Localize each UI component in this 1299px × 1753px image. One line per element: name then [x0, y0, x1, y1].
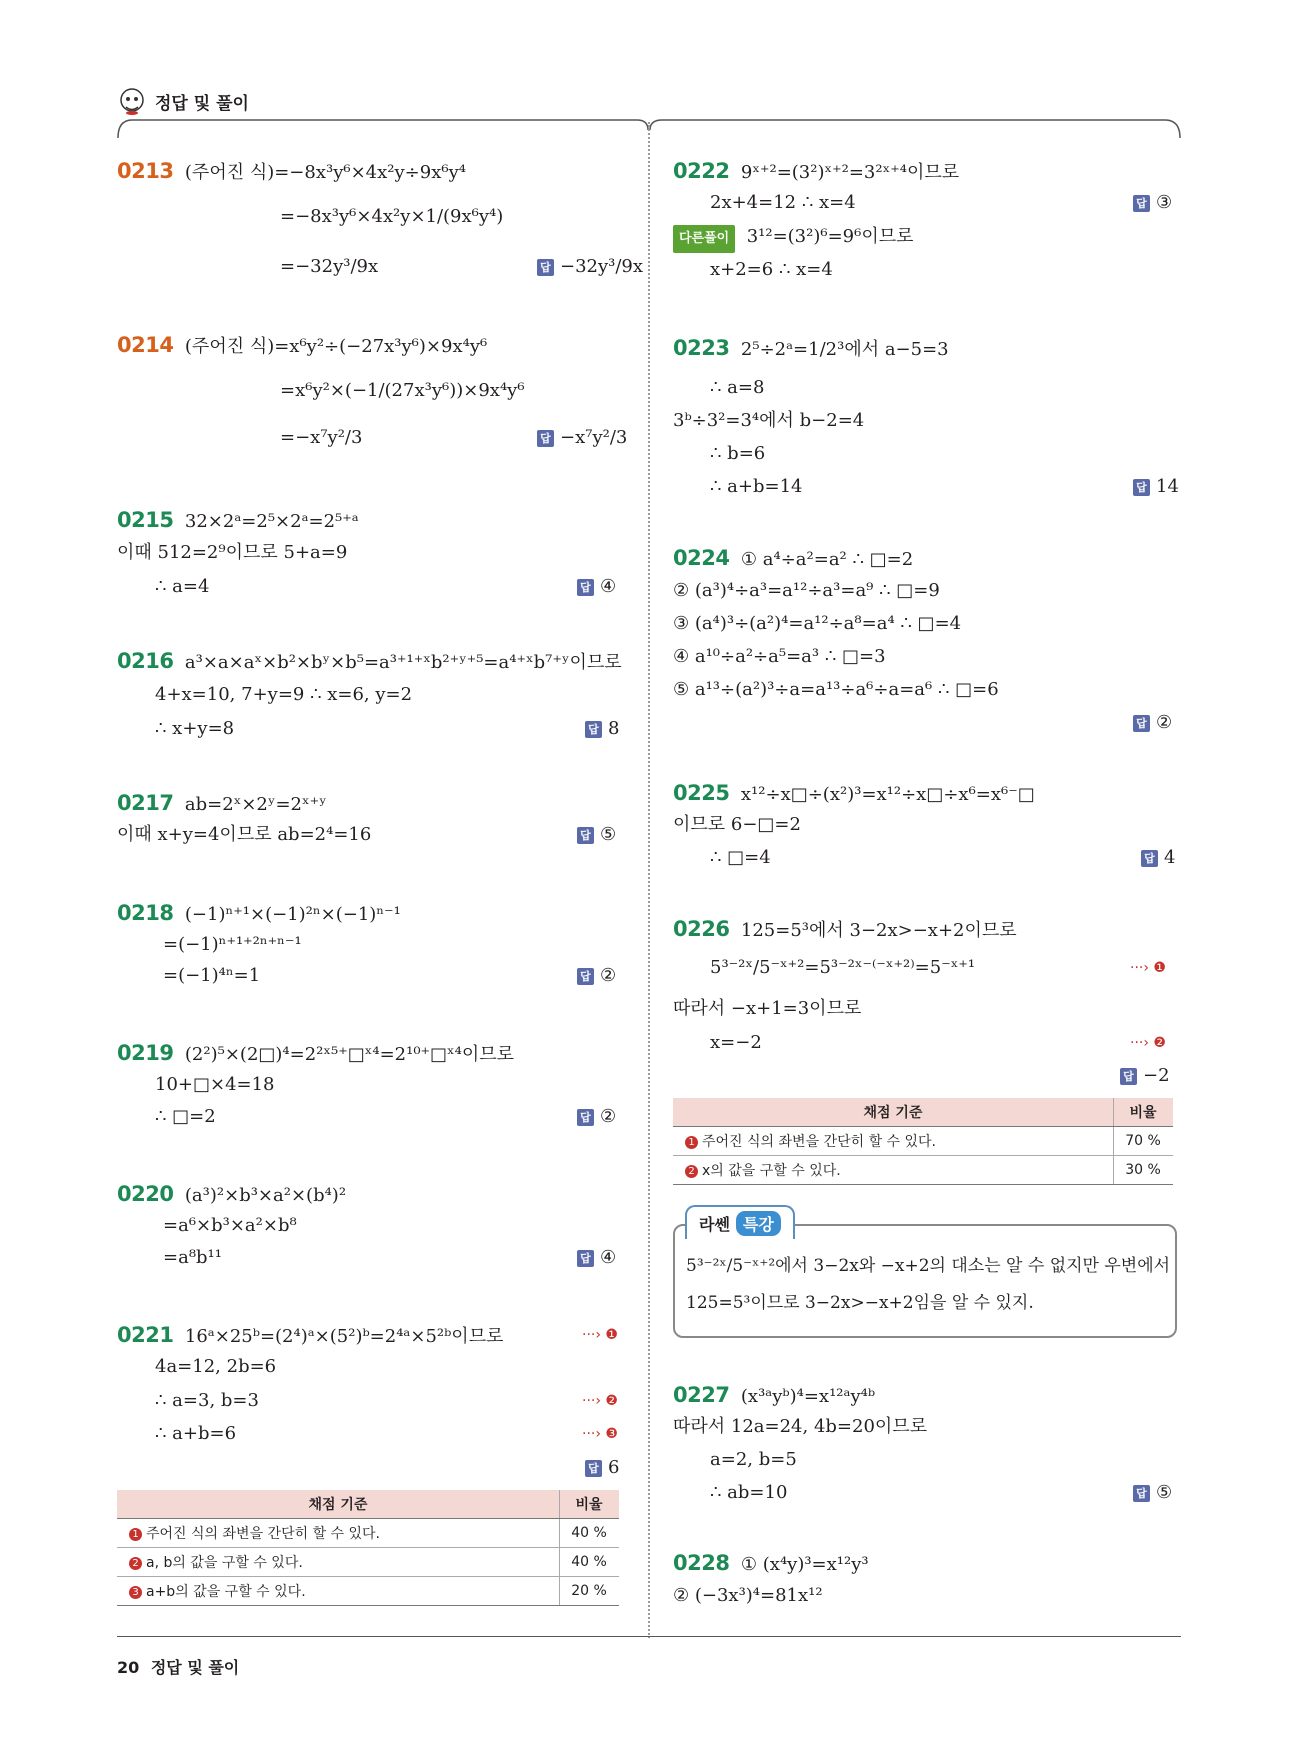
answer [537, 254, 643, 280]
problem-number: 0221 [117, 1323, 174, 1347]
problem-0215 [117, 507, 359, 535]
solution-line: =x⁶y²×(−1/(27x³y⁶))×9x⁴y⁶ [280, 380, 525, 401]
tip-box [673, 1224, 1177, 1338]
answer-value: 6 [608, 1457, 620, 1478]
answer [1133, 1480, 1172, 1506]
problem-number: 0216 [117, 649, 174, 673]
table-header: 비율 [560, 1490, 620, 1519]
step-number-icon: 1 [685, 1136, 698, 1149]
answer [585, 1455, 619, 1481]
solution-line: (−1)ⁿ⁺¹×(−1)²ⁿ×(−1)ⁿ⁻¹ [184, 904, 401, 925]
problem-number: 0215 [117, 508, 174, 532]
answer-icon: 답 [1133, 715, 1150, 732]
answer [1133, 710, 1172, 736]
solution-line: 16ᵃ×25ᵇ=(2⁴)ᵃ×(5²)ᵇ=2⁴ᵃ×5²ᵇ이므로 [184, 1326, 504, 1347]
solution-line: 3ᵇ÷3²=3⁴에서 b−2=4 [673, 410, 865, 431]
problem-0218 [117, 900, 401, 928]
problem-0217 [117, 790, 327, 818]
answer-value: ② [600, 965, 617, 986]
table-row: 1 주어진 식의 좌변을 간단히 할 수 있다. [673, 1127, 1114, 1156]
problem-number: 0225 [673, 781, 730, 805]
solution-line: 3¹²=(3²)⁶=9⁶이므로 [746, 226, 914, 247]
mascot-icon [117, 86, 147, 116]
solution-line: ④ a¹⁰÷a²÷a⁵=a³ ∴ □=3 [673, 646, 886, 667]
tip-tab [685, 1205, 795, 1239]
alt-solution-tag: 다른풀이 [673, 225, 735, 253]
problem-0216 [117, 648, 622, 676]
tip-line: 5³⁻²ˣ/5⁻ˣ⁺²에서 3−2x와 −x+2의 대소는 알 수 없지만 우변에서 [686, 1256, 1171, 1276]
solution-line: (주어진 식)=x⁶y²÷(−27x³y⁶)×9x⁴y⁶ [184, 336, 488, 357]
step-marker: ···› ❶ [582, 1327, 618, 1343]
solution-line: 10+□×4=18 [155, 1074, 275, 1095]
table-row: 3 a+b의 값을 구할 수 있다. [117, 1577, 560, 1606]
problem-number: 0213 [117, 159, 174, 183]
solution-line: 125=5³에서 3−2x>−x+2이므로 [740, 920, 1017, 941]
step-marker: ···› ❷ [1130, 1035, 1166, 1051]
solution-line: 2x+4=12 ∴ x=4 [710, 192, 856, 213]
solution-line: =−8x³y⁶×4x²y×1/(9x⁶y⁴) [280, 206, 504, 227]
answer [537, 425, 627, 451]
answer-icon: 답 [577, 1250, 594, 1267]
solution-line: 32×2ᵃ=2⁵×2ᵃ=2⁵⁺ᵃ [184, 511, 359, 532]
problem-number: 0222 [673, 159, 730, 183]
problem-0223 [673, 335, 949, 363]
grading-table [117, 1490, 619, 1606]
solution-line: =(−1)ⁿ⁺¹⁺²ⁿ⁺ⁿ⁻¹ [163, 934, 302, 955]
problem-0222 [673, 158, 959, 186]
answer-value: ⑤ [600, 824, 617, 845]
solution-line: =a⁸b¹¹ [163, 1247, 222, 1268]
table-header: 채점 기준 [673, 1098, 1114, 1127]
problem-0226 [673, 916, 1017, 944]
problem-number: 0214 [117, 333, 174, 357]
table-row: 1 주어진 식의 좌변을 간단히 할 수 있다. [117, 1519, 560, 1548]
answer-icon: 답 [577, 579, 594, 596]
answer-icon: 답 [585, 721, 602, 738]
tip-badge: 특강 [736, 1211, 781, 1236]
answer-value: ② [1156, 712, 1173, 733]
answer [577, 1104, 616, 1130]
problem-0219 [117, 1040, 514, 1068]
answer [1133, 190, 1172, 216]
answer-value: 14 [1156, 476, 1179, 497]
answer-value: −2 [1143, 1065, 1170, 1086]
solution-line: ab=2ˣ×2ʸ=2ˣ⁺ʸ [184, 794, 327, 815]
answer-icon: 답 [585, 1460, 602, 1477]
answer-value: ④ [600, 1247, 617, 1268]
solution-line: ∴ a=3, b=3 [155, 1390, 259, 1411]
solution-line: 따라서 12a=24, 4b=20이므로 [673, 1416, 928, 1437]
problem-0225 [673, 780, 1035, 808]
answer-icon: 답 [577, 827, 594, 844]
answer [1120, 1063, 1170, 1089]
step-number-icon: 2 [129, 1557, 142, 1570]
solution-line: =−32y³/9x [280, 256, 379, 277]
problem-number: 0220 [117, 1182, 174, 1206]
solution-line: 9ˣ⁺²=(3²)ˣ⁺²=3²ˣ⁺⁴이므로 [740, 162, 960, 183]
solution-line: (2²)⁵×(2□)⁴=2²ˣ⁵⁺□ˣ⁴=2¹⁰⁺□ˣ⁴이므로 [184, 1044, 515, 1065]
solution-line: 이때 512=2⁹이므로 5+a=9 [117, 542, 348, 563]
answer-icon: 답 [1120, 1068, 1137, 1085]
step-number-icon: 1 [129, 1528, 142, 1541]
solution-line: x¹²÷x□÷(x²)³=x¹²÷x□÷x⁶=x⁶⁻□ [740, 784, 1035, 805]
step-marker: ···› ❶ [1130, 960, 1166, 976]
solution-line: x=−2 [710, 1032, 762, 1053]
answer-icon: 답 [1133, 479, 1150, 496]
problem-number: 0228 [673, 1551, 730, 1575]
answer-value: ② [600, 1106, 617, 1127]
answer [577, 1245, 616, 1271]
answer-icon: 답 [577, 968, 594, 985]
table-row: 2 a, b의 값을 구할 수 있다. [117, 1548, 560, 1577]
answer [577, 822, 616, 848]
step-number-icon: 3 [129, 1586, 142, 1599]
step-number-icon: 2 [685, 1165, 698, 1178]
solution-line: 이므로 6−□=2 [673, 814, 801, 835]
bottom-rule [117, 1636, 1181, 1637]
solution-line: ∴ a=8 [710, 377, 765, 398]
step-marker: ···› ❷ [582, 1393, 618, 1409]
solution-line: ∴ □=2 [155, 1106, 216, 1127]
table-header: 비율 [1114, 1098, 1174, 1127]
problem-0214 [117, 332, 487, 360]
answer-icon: 답 [537, 259, 554, 276]
answer-value: 4 [1164, 847, 1176, 868]
solution-line: ∴ x+y=8 [155, 718, 235, 739]
solution-line: =(−1)⁴ⁿ=1 [163, 965, 261, 986]
solution-line: (x³ᵃyᵇ)⁴=x¹²ᵃy⁴ᵇ [740, 1386, 876, 1407]
table-cell: 40 % [560, 1548, 620, 1577]
table-header: 채점 기준 [117, 1490, 560, 1519]
step-marker: ···› ❸ [582, 1426, 618, 1442]
problem-0227 [673, 1382, 875, 1410]
answer-icon: 답 [1133, 195, 1150, 212]
answer [577, 574, 616, 600]
answer [1141, 845, 1175, 871]
solution-line: ∴ a+b=14 [710, 476, 803, 497]
answer-value: ④ [600, 576, 617, 597]
grading-table [673, 1098, 1173, 1185]
problem-0228 [673, 1550, 869, 1578]
problem-number: 0226 [673, 917, 730, 941]
table-cell: 70 % [1114, 1127, 1174, 1156]
page-footer [117, 1655, 239, 1678]
problem-number: 0218 [117, 901, 174, 925]
answer [585, 716, 619, 742]
solution-line: a=2, b=5 [710, 1449, 797, 1470]
problem-number: 0217 [117, 791, 174, 815]
tip-label: 라쎈 [699, 1214, 730, 1234]
solution-line: a³×a×aˣ×b²×bʸ×b⁵=a³⁺¹⁺ˣb²⁺ʸ⁺⁵=a⁴⁺ˣb⁷⁺ʸ이므로 [184, 652, 622, 673]
solution-line: ① a⁴÷a²=a² ∴ □=2 [740, 549, 914, 570]
problem-number: 0227 [673, 1383, 730, 1407]
answer [1133, 474, 1179, 500]
answer-icon: 답 [577, 1109, 594, 1126]
solution-line: ∴ ab=10 [710, 1482, 788, 1503]
answer-icon: 답 [1133, 1485, 1150, 1502]
answer-icon: 답 [537, 430, 554, 447]
solution-line: ∴ a=4 [155, 576, 210, 597]
answer-icon: 답 [1141, 850, 1158, 867]
solution-line: ② (a³)⁴÷a³=a¹²÷a³=a⁹ ∴ □=9 [673, 580, 940, 601]
table-cell: 40 % [560, 1519, 620, 1548]
problem-0220 [117, 1181, 346, 1209]
problem-number: 0223 [673, 336, 730, 360]
solution-line: 4a=12, 2b=6 [155, 1356, 277, 1377]
solution-line: 이때 x+y=4이므로 ab=2⁴=16 [117, 824, 372, 845]
problem-0221 [117, 1322, 503, 1350]
solution-line: ⑤ a¹³÷(a²)³÷a=a¹³÷a⁶÷a=a⁶ ∴ □=6 [673, 679, 999, 700]
page-header [117, 86, 249, 116]
problem-0213 [117, 158, 466, 186]
answer-value: ⑤ [1156, 1482, 1173, 1503]
solution-line: 4+x=10, 7+y=9 ∴ x=6, y=2 [155, 684, 413, 705]
answer-value: −32y³/9x [560, 256, 644, 277]
solution-line: 따라서 −x+1=3이므로 [673, 998, 862, 1019]
answer-value: −x⁷y²/3 [560, 427, 628, 448]
answer-value: 8 [608, 718, 620, 739]
solution-line: =a⁶×b³×a²×b⁸ [163, 1215, 297, 1236]
page-header-title: 정답 및 풀이 [155, 93, 249, 114]
solution-line: x+2=6 ∴ x=4 [710, 259, 833, 280]
solution-line: ∴ a+b=6 [155, 1423, 237, 1444]
table-cell: 30 % [1114, 1156, 1174, 1185]
answer-value: ③ [1156, 192, 1173, 213]
solution-line: 2⁵÷2ᵃ=1/2³에서 a−5=3 [740, 339, 949, 360]
tip-line: 125=5³이므로 3−2x>−x+2임을 알 수 있지. [686, 1293, 1034, 1313]
footer-title: 정답 및 풀이 [150, 1658, 240, 1677]
solution-line: =−x⁷y²/3 [280, 427, 363, 448]
page-number: 20 [117, 1658, 140, 1677]
solution-line: (a³)²×b³×a²×(b⁴)² [184, 1185, 347, 1206]
solution-line: ∴ □=4 [710, 847, 771, 868]
table-row: 2 x의 값을 구할 수 있다. [673, 1156, 1114, 1185]
solution-line: ∴ b=6 [710, 443, 766, 464]
solution-line: ③ (a⁴)³÷(a²)⁴=a¹²÷a⁸=a⁴ ∴ □=4 [673, 613, 962, 634]
solution-line: ② (−3x³)⁴=81x¹² [673, 1585, 823, 1606]
problem-number: 0224 [673, 546, 730, 570]
alt-solution [673, 224, 914, 253]
problem-0224 [673, 545, 913, 573]
solution-line: (주어진 식)=−8x³y⁶×4x²y÷9x⁶y⁴ [184, 162, 466, 183]
solution-line: 5³⁻²ˣ/5⁻ˣ⁺²=5³⁻²ˣ⁻⁽⁻ˣ⁺²⁾=5⁻ˣ⁺¹ [710, 957, 976, 978]
problem-number: 0219 [117, 1041, 174, 1065]
column-divider [648, 122, 650, 1638]
answer [577, 963, 616, 989]
table-cell: 20 % [560, 1577, 620, 1606]
solution-line: ① (x⁴y)³=x¹²y³ [740, 1554, 869, 1575]
